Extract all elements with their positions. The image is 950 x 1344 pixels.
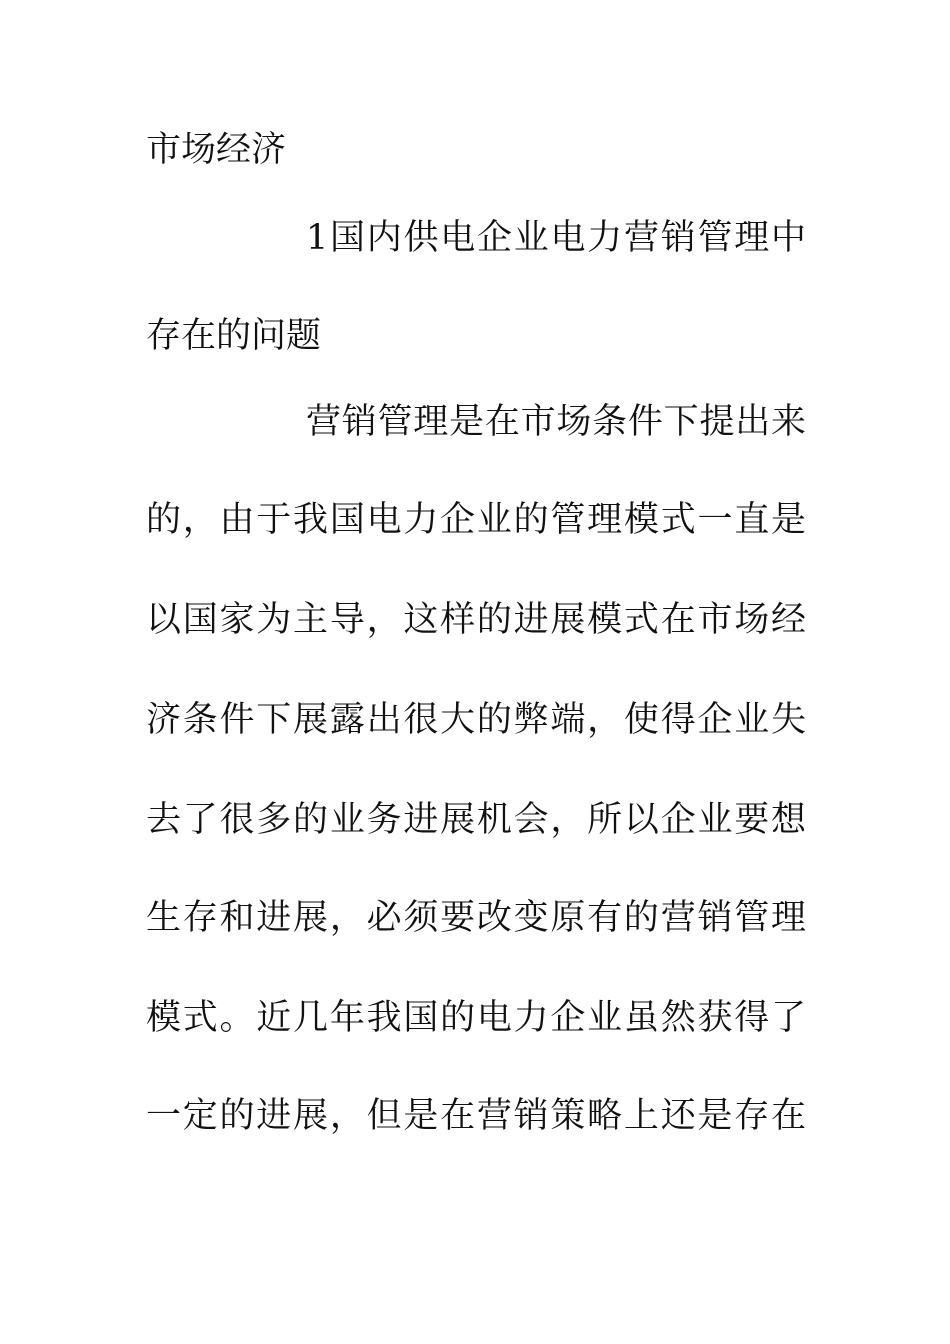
paragraph-line-4: 济条件下展露出很大的弊端，使得企业失 — [146, 700, 806, 740]
paragraph-line-3: 以国家为主导，这样的进展模式在市场经 — [146, 600, 806, 640]
paragraph-line-5: 去了很多的业务进展机会，所以企业要想 — [146, 800, 806, 840]
section-heading-line-1: 1国内供电企业电力营销管理中 — [306, 218, 806, 258]
paragraph-line-6: 生存和进展，必须要改变原有的营销管理 — [146, 898, 806, 938]
text-line-market-economy: 市场经济 — [146, 130, 287, 170]
paragraph-line-7: 模式。近几年我国的电力企业虽然获得了 — [146, 998, 806, 1038]
paragraph-line-2: 的，由于我国电力企业的管理模式一直是 — [146, 500, 806, 540]
paragraph-line-8: 一定的进展，但是在营销策略上还是存在 — [146, 1096, 806, 1136]
section-heading-line-2: 存在的问题 — [146, 316, 322, 356]
paragraph-line-1: 营销管理是在市场条件下提出来 — [306, 402, 806, 442]
